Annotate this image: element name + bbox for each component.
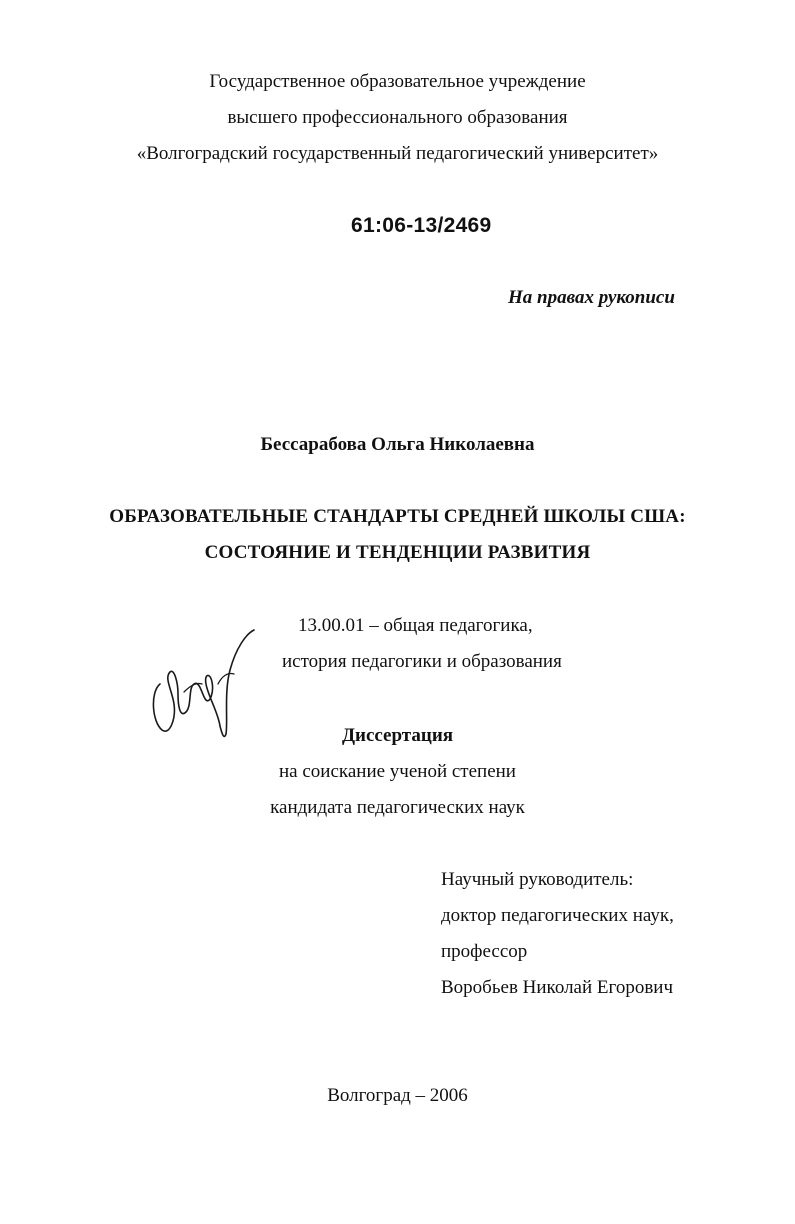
author-name: Бессарабова Ольга Николаевна	[260, 434, 535, 455]
dissertation-heading: Диссертация	[341, 725, 454, 746]
institution-line-3: «Волгоградский государственный педагогический университет»	[136, 143, 659, 164]
specialty-line-2: история педагогики и образования	[282, 651, 562, 672]
dissertation-line-2: кандидата педагогических наук	[270, 797, 525, 818]
supervisor-degree: доктор педагогических наук,	[441, 905, 674, 926]
place-year: Волгоград – 2006	[327, 1085, 468, 1106]
manuscript-note: На правах рукописи	[508, 287, 675, 308]
thesis-title-line-1: ОБРАЗОВАТЕЛЬНЫЕ СТАНДАРТЫ СРЕДНЕЙ ШКОЛЫ США:	[109, 506, 686, 527]
institution-line-2: высшего профессионального образования	[227, 107, 568, 128]
institution-line-1: Государственное образовательное учреждение	[209, 71, 586, 92]
catalog-code: 61:06-13/2469	[351, 214, 492, 237]
specialty-line-1: 13.00.01 – общая педагогика,	[298, 615, 533, 636]
supervisor-name: Воробьев Николай Егорович	[441, 977, 674, 998]
supervisor-label: Научный руководитель:	[441, 869, 634, 890]
dissertation-line-1: на соискание ученой степени	[279, 761, 516, 782]
thesis-title-line-2: СОСТОЯНИЕ И ТЕНДЕНЦИИ РАЗВИТИЯ	[204, 542, 591, 563]
supervisor-rank: профессор	[441, 941, 528, 962]
